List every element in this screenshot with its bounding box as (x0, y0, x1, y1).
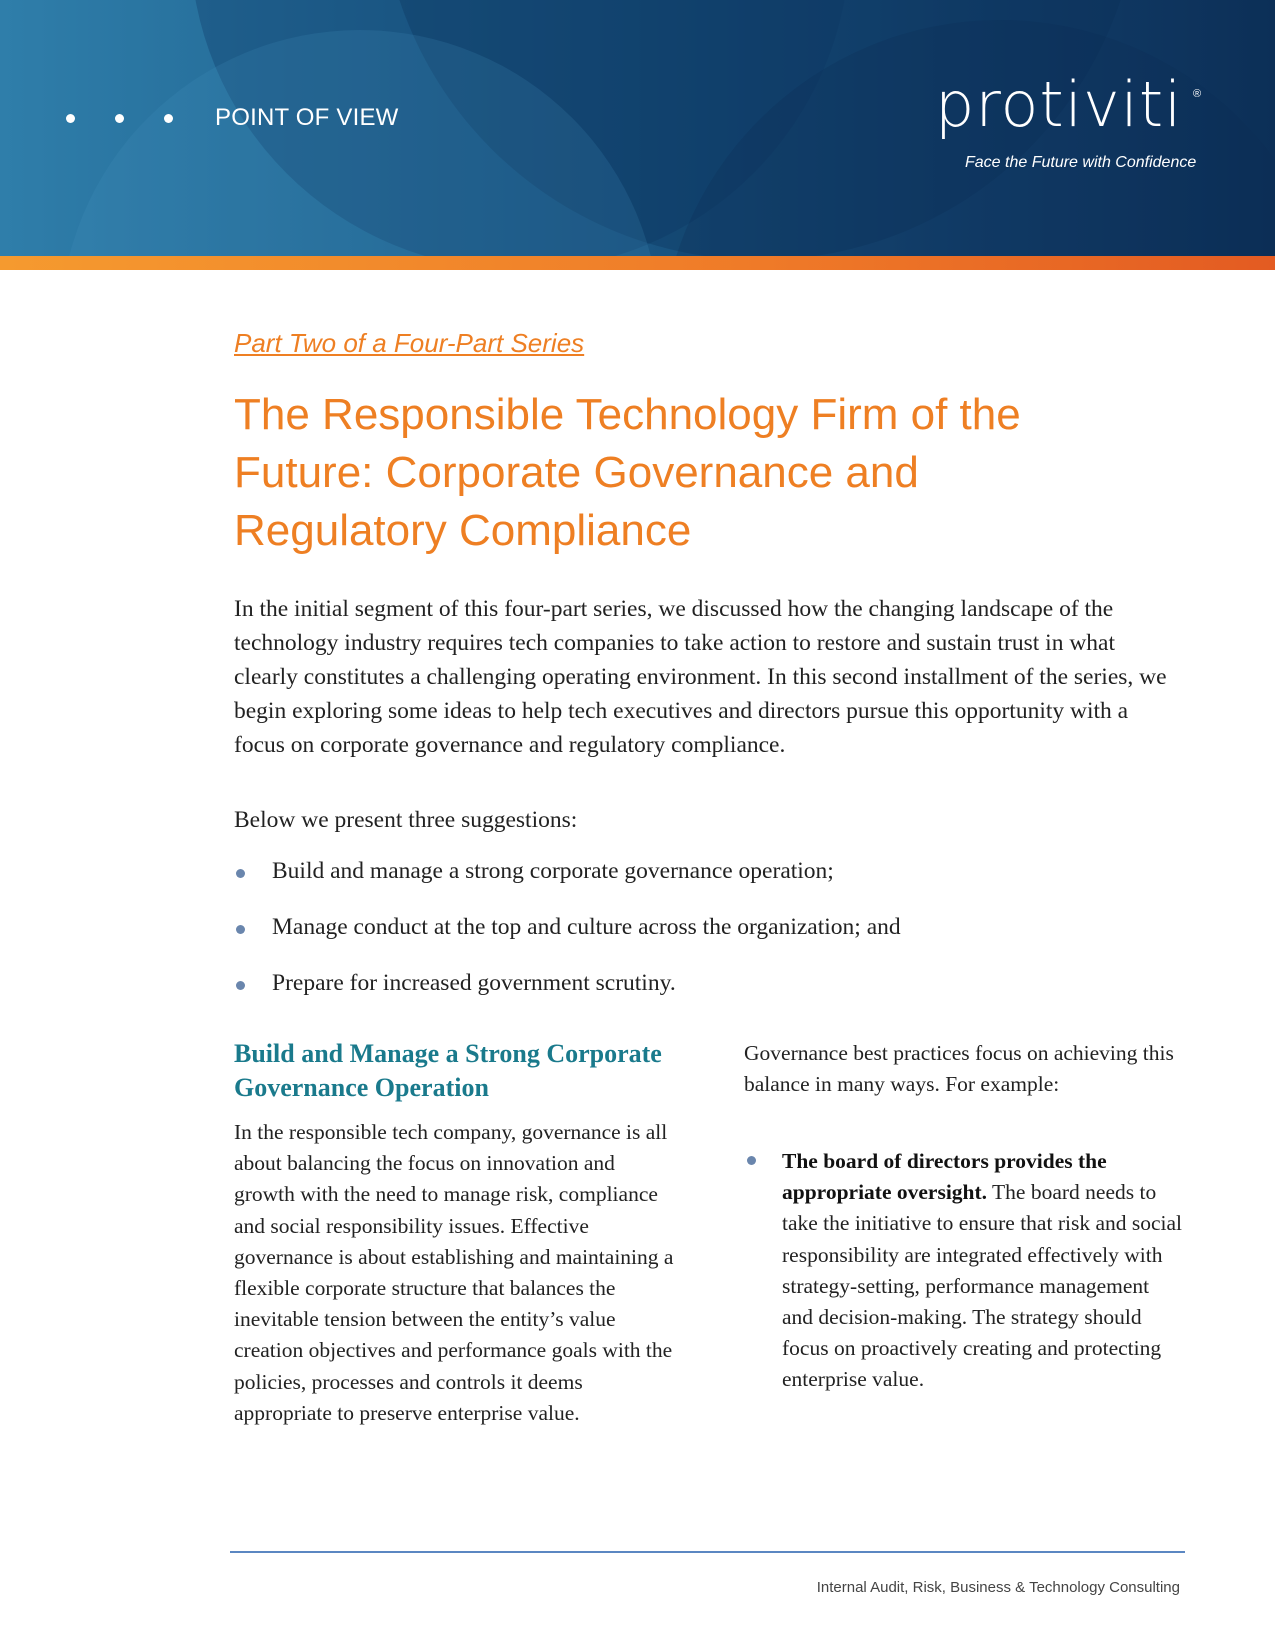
right-column-body: Governance best practices focus on achieving this balance in many ways. For example: (744, 1041, 1174, 1097)
bullet-lead-bold: The board of directors provides the appropriate oversight. (782, 1149, 1107, 1205)
suggestions-list (234, 858, 901, 1026)
list-item-text: Manage conduct at the top and culture across the organization; and (272, 914, 901, 940)
intro-paragraph: In the initial segment of this four-part series, we discussed how the changing landscape of the technology industry requires tech companies to take action to restore and sustain trust in what clearly constitutes a challenging operating environment. In this second installment of the series, we begin exploring some ideas to help tech executives and directors pursue this opportunity with a focus on corporate governance and regulatory compliance. (234, 596, 1167, 758)
bullet-icon (236, 925, 245, 934)
suggestions-lead: Below we present three suggestions: (234, 807, 578, 833)
footer-text: Internal Audit, Risk, Business & Technology Consulting (816, 1579, 1180, 1596)
list-item-text: Build and manage a strong corporate governance operation; (272, 858, 834, 884)
article-title: The Responsible Technology Firm of the Future: Corporate Governance and Regulatory Compliance (234, 390, 1021, 555)
orange-divider-bar (0, 256, 1275, 270)
board-oversight-item (744, 1146, 1184, 1396)
point-of-view-label (66, 104, 399, 132)
board-oversight-text (782, 1146, 1184, 1396)
protiviti-logo (935, 68, 1205, 171)
list-item (234, 970, 901, 1026)
section-heading: Build and Manage a Strong Corporate Governance Operation (234, 1039, 662, 1102)
logo-wordmark: protiviti (935, 68, 1183, 141)
bullet-icon (747, 1156, 756, 1165)
bullet-body-text: The board needs to take the initiative to ensure that risk and social responsibility are integrated effectively with strategy-setting, performance management and decision-making. The strategy should focus on proactively creating and protecting enterprise value. (782, 1180, 1183, 1392)
bullet-icon (236, 981, 245, 990)
registered-mark: ® (1193, 88, 1202, 100)
list-item-text: Prepare for increased government scrutiny. (272, 970, 676, 996)
dot-icon (66, 114, 75, 123)
series-link[interactable]: Part Two of a Four-Part Series (234, 328, 585, 358)
logo-tagline: Face the Future with Confidence (965, 154, 1197, 171)
dot-icon (164, 114, 173, 123)
section-label: POINT OF VIEW (215, 104, 399, 131)
footer-divider (230, 1551, 1185, 1553)
list-item (234, 914, 901, 970)
list-item (234, 858, 901, 914)
left-column-body: In the responsible tech company, governance is all about balancing the focus on innovation and growth with the need to manage risk, compliance and social responsibility issues. Effective governance is about establishing and maintaining a flexible corporate structure that balances the inevitable tension between the entity’s value creation objectives and performance goals with the policies, processes and controls it deems appropriate to preserve enterprise value. (234, 1120, 674, 1425)
bullet-icon (236, 869, 245, 878)
header-banner (0, 0, 1275, 256)
dot-icon (115, 114, 124, 123)
